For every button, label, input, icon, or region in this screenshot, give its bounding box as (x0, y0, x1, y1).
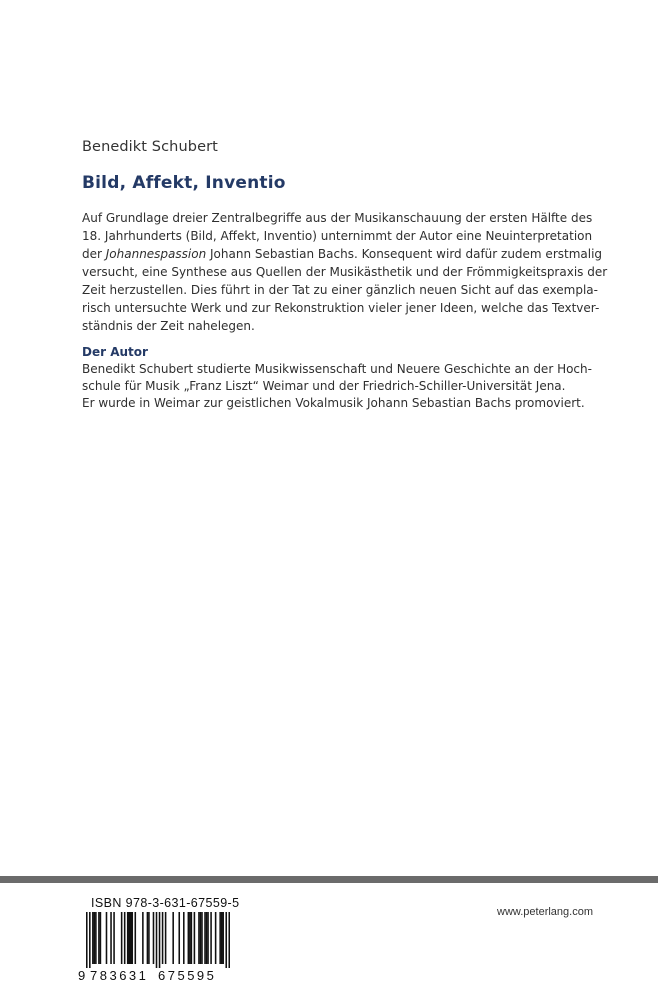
blurb-text: der (82, 247, 106, 261)
barcode-bar (188, 912, 190, 964)
blurb-line: risch untersuchte Werk und zur Rekonstruktion vieler jener Ideen, welche das Textver- (82, 301, 600, 315)
blurb-line: Auf Grundlage dreier Zentralbegriffe aus der Musikanschauung der ersten Hälfte des (82, 211, 593, 225)
barcode-bar (198, 912, 200, 964)
barcode-bar (98, 912, 100, 964)
barcode-bar (153, 912, 155, 964)
barcode-bar (92, 912, 94, 964)
about-line: schule für Musik „Franz Liszt“ Weimar und der Friedrich-Schiller-Universität Jena. (82, 379, 566, 393)
isbn-label: ISBN 978-3-631-67559-5 (91, 896, 240, 910)
barcode-bar (162, 912, 164, 964)
barcode-right-digits: 675595 (158, 968, 217, 983)
barcode-bar (94, 912, 96, 964)
barcode-bar (127, 912, 129, 964)
barcode-bar (159, 912, 161, 968)
barcode-bar (100, 912, 102, 964)
barcode-bar (128, 912, 130, 964)
blurb-line (82, 245, 603, 263)
barcode-bar (142, 912, 144, 964)
about-line: Benedikt Schubert studierte Musikwissenschaft und Neuere Geschichte an der Hoch- (82, 362, 592, 376)
barcode-bar (130, 912, 132, 964)
blurb-line: Zeit herzustellen. Dies führt in der Tat zu einer gänzlich neuen Sicht auf das exempla- (82, 283, 598, 297)
barcode-bar (147, 912, 149, 964)
blurb-line: versucht, eine Synthese aus Quellen der Musikästhetik und der Frömmigkeitspraxis der (82, 265, 608, 279)
barcode-bar (178, 912, 180, 964)
barcode-bar (148, 912, 150, 964)
publisher-website: www.peterlang.com (497, 906, 593, 918)
work-title: Johannespassion (105, 247, 207, 261)
barcode-bar (86, 912, 88, 968)
about-author-heading: Der Autor (82, 345, 148, 359)
author-name: Benedikt Schubert (82, 139, 218, 155)
about-line: Er wurde in Weimar zur geistlichen Vokalmusik Johann Sebastian Bachs promoviert. (82, 396, 585, 410)
book-title: Bild, Affekt, Inventio (82, 173, 286, 193)
barcode-left-digits: 783631 (90, 968, 149, 983)
barcode-bar (194, 912, 196, 964)
barcode-bar (95, 912, 97, 964)
barcode-bar (191, 912, 193, 964)
barcode-bar (113, 912, 115, 964)
barcode-bar (225, 912, 227, 968)
barcode-bar (183, 912, 185, 964)
barcode-bar (221, 912, 223, 964)
barcode-bar (228, 912, 230, 968)
blurb-line: 18. Jahrhunderts (Bild, Affekt, Inventio) unternimmt der Autor eine Neuinterpretation (82, 229, 593, 243)
blurb-text: Johann Sebastian Bachs. Konsequent wird dafür zudem erstmalig (206, 247, 603, 261)
barcode (86, 912, 230, 968)
barcode-digits (78, 968, 238, 983)
barcode-bar (219, 912, 221, 964)
barcode-bar (206, 912, 208, 964)
barcode-bar (222, 912, 224, 964)
barcode-bar (200, 912, 202, 964)
barcode-bar (106, 912, 108, 964)
barcode-bar (131, 912, 133, 964)
barcode-bar (156, 912, 158, 968)
barcode-bar (215, 912, 217, 964)
barcode-bar (124, 912, 126, 964)
blurb (82, 209, 608, 335)
divider-bar (0, 876, 658, 883)
barcode-bar (201, 912, 203, 964)
blurb-line: ständnis der Zeit nahelegen. (82, 319, 255, 333)
barcode-bar (89, 912, 91, 968)
barcode-bar (110, 912, 112, 964)
barcode-bar (210, 912, 212, 964)
barcode-bar (135, 912, 137, 964)
barcode-bar (121, 912, 123, 964)
barcode-bar (204, 912, 206, 964)
about-author-text (82, 361, 592, 412)
barcode-bar (189, 912, 191, 964)
barcode-bar (172, 912, 174, 964)
barcode-bar (207, 912, 209, 964)
barcode-lead-digit: 9 (78, 968, 86, 983)
barcode-bar (165, 912, 167, 964)
